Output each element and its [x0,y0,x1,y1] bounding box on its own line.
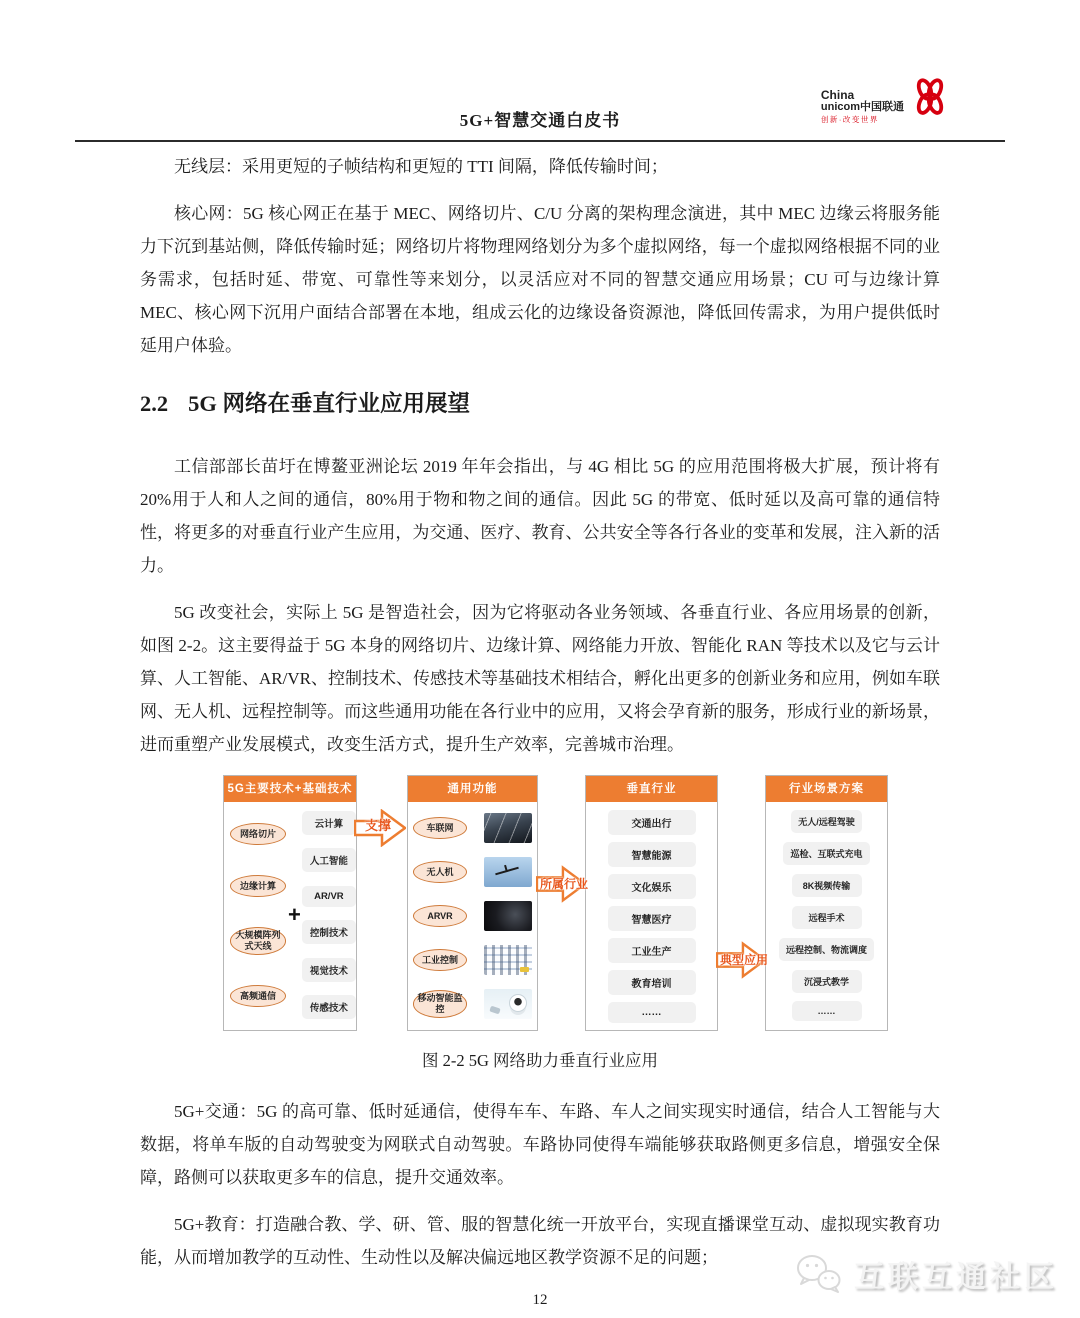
box-remote-control-logistics: 远程控制、物流调度 [779,938,874,961]
oval-drone: 无人机 [413,861,467,883]
page-number: 12 [532,1292,548,1308]
oval-arvr: ARVR [413,905,467,927]
unicom-tagline: 创新·改变世界 [820,115,879,125]
box-vision-tech: 视觉技术 [302,958,356,982]
figure-column-industry-scenarios [765,775,888,1031]
ar-vr-photo [484,901,532,931]
unicom-brand-line2: unicom中国联通 [820,100,904,113]
page-header-title: 5G+智慧交通白皮书 [459,111,621,130]
box-cloud-computing: 云计算 [302,811,356,835]
unicom-logo-text [821,76,904,124]
oval-vehicle-network: 车联网 [413,817,467,839]
box-inspection-connected-charging: 巡检、互联式充电 [783,842,869,865]
column-header-industry-scenarios: 行业场景方案 [766,776,887,802]
paragraph-core-network: 核心网：5G 核心网正在基于 MEC、网络切片、C/U 分离的架构理念演进，其中 MEC 边缘云将服务能力下沉到基站侧，降低传输时延；网络切片将物理网络划分为多个虚拟网络，每一个虚拟网络根据不同的业务需求，包括时延、带宽、可靠性等来划分，以灵活应对不同的智慧交通应用场景；CU 可与边缘计算 MEC、核心网下沉用户面结合部署在本地，组成云化的边缘设备资源池，降低回传需求，为用户提供低时延用户体验。 [140,204,940,355]
industrial-control-photo [484,945,532,975]
function-row-smart-surveillance [413,989,532,1019]
section-number: 2.2 [140,391,169,416]
function-row-industrial-control [413,945,532,975]
oval-smart-surveillance: 移动智能监控 [413,990,467,1018]
drone-photo [484,857,532,887]
box-smart-healthcare: 智慧医疗 [608,906,696,931]
box-sensing-tech: 传感技术 [302,995,356,1019]
box-ai: 人工智能 [302,848,356,872]
paragraph-5g-society: 5G 改变社会，实际上 5G 是智造社会，因为它将驱动各业务领域、各垂直行业、各应用场景的创新，如图 2-2。这主要得益于 5G 本身的网络切片、边缘计算、网络能力开放、智能化 RAN 等技术以及它与云计算、人工智能、AR/VR、控制技术、传感技术等基础技术相结合，孵化出更多的创新业务和应用，例如车联网、无人机、远程控制等。而这些通用功能在各行业中的应用，又将会孕育新的服务，形成行业的新场景，进而重塑产业发展模式，改变生活方式，提升生产效率，完善城市治理。 [140,603,940,754]
base-tech-boxes [302,808,356,1022]
china-unicom-logo [821,76,952,124]
community-watermark [794,1252,1058,1296]
function-row-drone [413,857,532,887]
oval-network-slicing: 网络切片 [230,823,286,845]
box-industrial-production: 工业生产 [608,938,696,963]
box-immersive-teaching: 沉浸式教学 [792,970,862,993]
smart-camera-photo [484,989,532,1019]
support-arrow-label: 支撑 [364,818,391,833]
industry-arrow-label: 所属行业 [539,877,588,891]
column-header-key-tech: 5G主要技术+基础技术 [224,776,356,802]
box-ar-vr: AR/VR [302,886,356,907]
function-row-arvr [413,901,532,931]
box-transport-travel: 交通出行 [608,810,696,835]
oval-high-freq-comm: 高频通信 [230,985,286,1007]
header-divider [75,140,1005,142]
column-header-generic-functions: 通用功能 [408,776,537,802]
wechat-icon [794,1253,844,1295]
paragraph-miit-quote: 工信部部长苗圩在博鳌亚洲论坛 2019 年年会指出，与 4G 相比 5G 的应用范围将极大扩展，预计将有 20%用于人和人之间的通信，80%用于物和物之间的通信。因此 5G 的带宽、低时延以及高可靠的通信特性，将更多的对垂直行业产生应用，为交通、医疗、教育、公共安全等各行各业的变革和发展，注入新的活力。 [140,457,940,575]
watermark-text: 互联互通社区 [854,1261,1058,1294]
highway-traffic-photo [484,813,532,843]
figure-column-key-tech [223,775,357,1031]
box-control-tech: 控制技术 [302,920,356,944]
box-ellipsis-scenarios: …… [792,1001,862,1021]
figure-column-generic-functions [407,775,538,1031]
figure-column-vertical-industry [585,775,718,1031]
key-tech-ovals [229,808,287,1022]
paragraph-5g-transport: 5G+交通：5G 的高可靠、低时延通信，使得车车、车路、车人之间实现实时通信，结合人工智能与大数据，将单车版的自动驾驶变为网联式自动驾驶。车路协同使得车端能够获取路侧更多信息，增强安全保障，路侧可以获取更多车的信息，提升交通效率。 [140,1102,940,1187]
box-culture-entertainment: 文化娱乐 [608,874,696,899]
box-remote-surgery: 远程手术 [792,906,862,929]
document-content [140,150,940,1309]
typical-app-arrow-label: 典型应用 [719,953,768,967]
paragraph-5g-education: 5G+教育：打造融合教、学、研、管、服的智慧化统一开放平台，实现直播课堂互动、虚拟现实教育功能，从而增加教学的互动性、生动性以及解决偏远地区教学资源不足的问题； [140,1215,940,1267]
section-heading [140,386,940,418]
oval-industrial-control: 工业控制 [413,949,467,971]
oval-massive-array-antenna: 大规模阵列式天线 [230,927,286,955]
figure-caption: 图 2-2 5G 网络助力垂直行业应用 [421,1051,659,1070]
box-smart-energy: 智慧能源 [608,842,696,867]
paragraph-radio-layer: 无线层：采用更短的子帧结构和更短的 TTI 间隔，降低传输时间； [174,157,668,176]
section-title: 5G 网络在垂直行业应用展望 [188,391,471,416]
plus-sign: + [288,902,301,927]
figure-2-2 [140,775,940,1033]
unicom-knot-icon [908,76,952,118]
box-education-training: 教育培训 [608,970,696,995]
box-8k-video: 8K视频传输 [792,874,862,897]
column-header-vertical-industry: 垂直行业 [586,776,717,802]
box-autonomous-remote-driving: 无人/远程驾驶 [791,810,862,833]
unicom-brand-line1: China [820,88,855,102]
function-row-vehicle-network [413,813,532,843]
oval-edge-computing: 边缘计算 [230,875,286,897]
box-ellipsis-industries: …… [608,1002,696,1023]
